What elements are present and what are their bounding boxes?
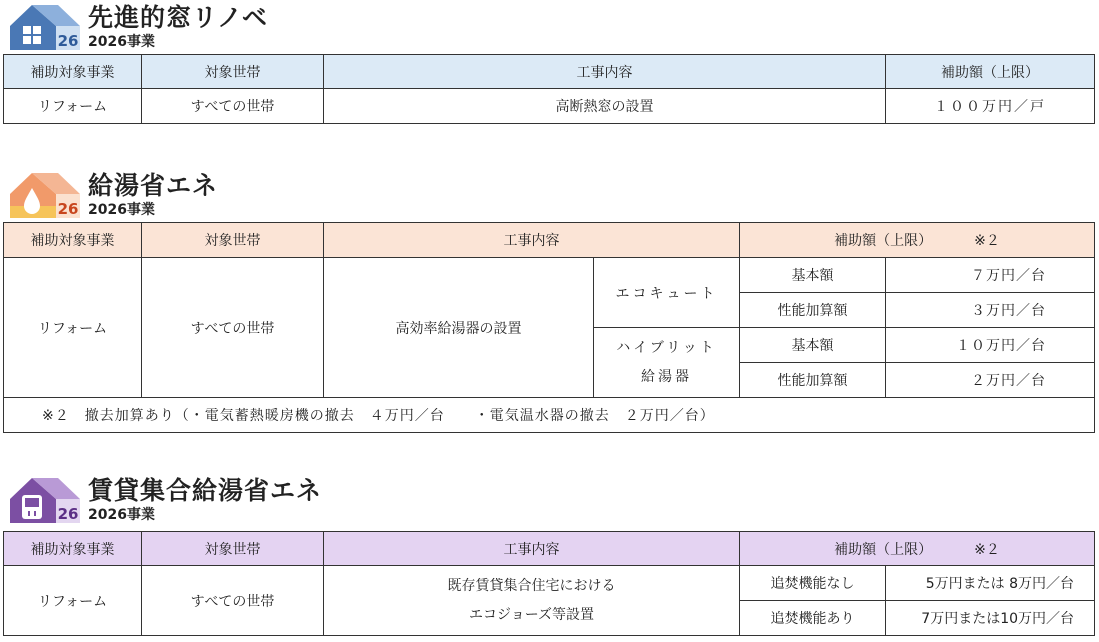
cell-hybrid [594, 328, 740, 398]
header-target-household: 対象世帯 [142, 223, 324, 258]
section-subtitle: 2026事業 [88, 202, 155, 218]
cell-work: 高断熱窓の設置 [324, 89, 886, 124]
cell-amount: １００万円／戸 [886, 89, 1095, 124]
header-target-household: 対象世帯 [142, 55, 324, 89]
work-line1: 既存賃貸集合住宅における [447, 577, 616, 594]
water-drop-house-icon [8, 170, 82, 220]
window-house-icon [8, 2, 82, 52]
section-subtitle: 2026事業 [88, 507, 155, 523]
header-target-household: 対象世帯 [142, 532, 324, 566]
cell-ecocute-base-amount: ７万円／台 [886, 258, 1095, 293]
header-target-project: 補助対象事業 [4, 223, 142, 258]
cell-ecocute-base-label: 基本額 [740, 258, 886, 293]
water-heater-subsidy-table [3, 222, 1095, 433]
header-work-content: 工事内容 [324, 55, 886, 89]
cell-hybrid-perf-label: 性能加算額 [740, 363, 886, 398]
apartment-house-icon [8, 475, 82, 525]
cell-ecocute-perf-label: 性能加算額 [740, 293, 886, 328]
note-marker: ※２ [974, 541, 1000, 558]
work-line2: エコジョーズ等設置 [468, 606, 595, 623]
cell-household: すべての世帯 [142, 89, 324, 124]
cell-project: リフォーム [4, 89, 142, 124]
header-target-project: 補助対象事業 [4, 55, 142, 89]
hybrid-line1: ハイブリット [616, 339, 717, 356]
svg-text:26: 26 [57, 200, 79, 218]
cell-work [324, 566, 740, 636]
header-subsidy-amount: 補助額（上限） [886, 55, 1095, 89]
cell-hybrid-base-label: 基本額 [740, 328, 886, 363]
cell-ecocute-perf-amount: ３万円／台 [886, 293, 1095, 328]
removal-note: ※２ 撤去加算あり（・電気蓄熱暖房機の撤去 ４万円／台 ・電気温水器の撤去 ２万円／台） [4, 398, 1095, 433]
cell-opt1-amount: 5万円または 8万円／台 [886, 566, 1095, 601]
header-work-content: 工事内容 [324, 223, 740, 258]
header-subsidy-amount [740, 223, 1095, 258]
header-subsidy-amount [740, 532, 1095, 566]
section-subtitle: 2026事業 [88, 34, 155, 50]
cell-household: すべての世帯 [142, 566, 324, 636]
cell-ecocute: エコキュート [594, 258, 740, 328]
cell-hybrid-base-amount: １０万円／台 [886, 328, 1095, 363]
svg-text:26: 26 [57, 505, 79, 523]
section-title: 賃貸集合給湯省エネ [88, 476, 323, 505]
section-title: 先進的窓リノベ [88, 3, 269, 32]
window-subsidy-table [3, 54, 1095, 124]
cell-opt2-amount: 7万円または10万円／台 [886, 601, 1095, 636]
cell-hybrid-perf-amount: ２万円／台 [886, 363, 1095, 398]
subsidy-amount-label: 補助額（上限） [834, 233, 933, 249]
svg-text:26: 26 [57, 32, 79, 50]
hybrid-line2: 給湯器 [641, 368, 692, 385]
header-work-content: 工事内容 [324, 532, 740, 566]
header-target-project: 補助対象事業 [4, 532, 142, 566]
cell-household: すべての世帯 [142, 258, 324, 398]
cell-work: 高効率給湯器の設置 [324, 258, 594, 398]
rental-subsidy-table [3, 531, 1095, 636]
cell-opt1-label: 追焚機能なし [740, 566, 886, 601]
cell-project: リフォーム [4, 566, 142, 636]
note-marker: ※２ [974, 233, 1000, 249]
cell-opt2-label: 追焚機能あり [740, 601, 886, 636]
section-title: 給湯省エネ [88, 171, 219, 200]
subsidy-amount-label: 補助額（上限） [834, 541, 933, 558]
cell-project: リフォーム [4, 258, 142, 398]
